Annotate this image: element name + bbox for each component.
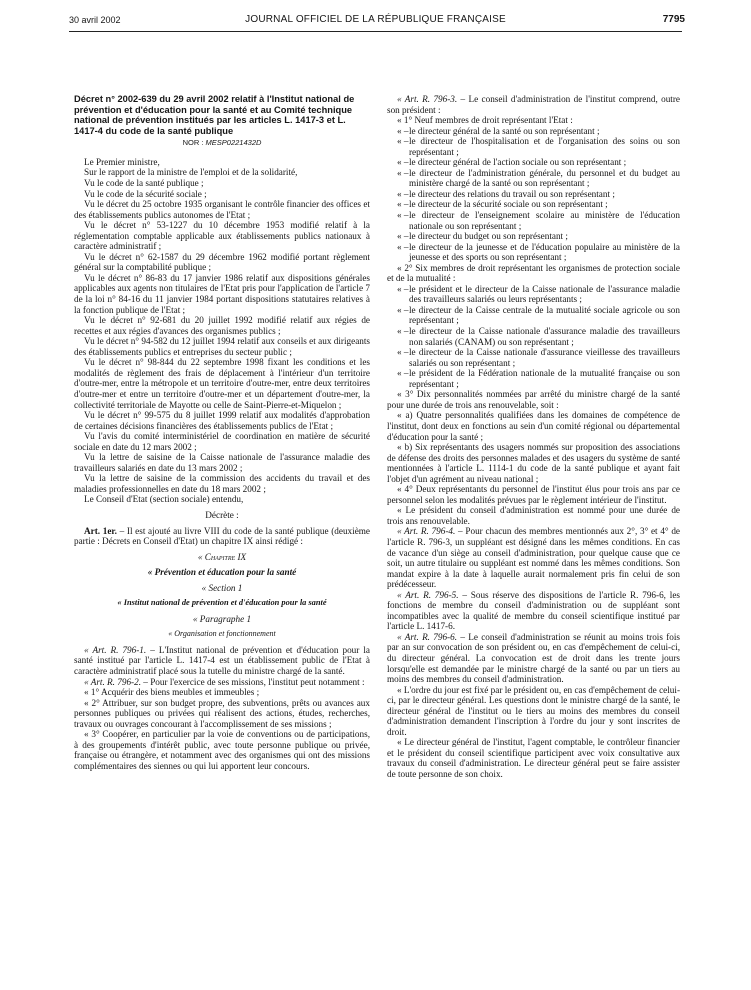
article-r796-5-label: « Art. R. 796-5. xyxy=(397,589,459,600)
article-r796-6-label: « Art. R. 796-6. xyxy=(397,631,458,642)
article-r796-2-label: « Art. R. 796-2. xyxy=(84,676,141,687)
mission-item: « 1° Acquérir des biens meubles et immeubles ; xyxy=(84,687,260,698)
list-item: « – le directeur de l'hospitalisation et de l'organisation des soins ou son représentant ; xyxy=(387,136,680,157)
membership-group-2: « 2° Six membres de droit représentant les organismes de protection sociale et de la mutualité : xyxy=(387,262,680,284)
article-r796-4-label: « Art. R. 796-4. xyxy=(397,526,456,537)
visa-paragraph: Vu la lettre de saisine de la commission des accidents du travail et des maladies professionnelles en date du 18 mars 2002 ; xyxy=(74,473,370,494)
issue-date: 30 avril 2002 xyxy=(69,15,121,25)
visa-paragraph: Sur le rapport de la ministre de l'emploi et de la solidarité, xyxy=(84,167,298,178)
mission-item: « 2° Attribuer, sur son budget propre, des subventions, prêts ou avances aux personnes publiques ou privées qui réalisent des actions, études, recherches, travaux ou ouvrages concourant à l'accomplissement de ses missions ; xyxy=(74,697,370,729)
article-r796-3-label: « Art. R. 796-3. xyxy=(397,94,458,104)
membership-paragraph: « Le président du conseil d'administration est nommé pour une durée de trois ans renouvelable. xyxy=(387,505,680,526)
article-r796-1 xyxy=(74,645,370,677)
nor-label: NOR : xyxy=(182,138,204,148)
article-r796-6 xyxy=(387,632,680,685)
article-r796-1-text: – L'Institut national de prévention et d'éducation pour la santé institué par l'article L. 1417-4 est un établissement public de l'Etat à caractère administratif placé sous la tutelle du ministre chargé de la santé. xyxy=(74,644,370,676)
closing-paragraphs xyxy=(387,685,680,780)
list-item: « – le directeur général de l'action sociale ou son représentant ; xyxy=(387,157,680,168)
visa-paragraph: Le Conseil d'Etat (section sociale) entendu, xyxy=(84,494,244,505)
list-item: « – le directeur général de la santé ou son représentant ; xyxy=(387,126,680,137)
visa-paragraph: Vu le décret du 25 octobre 1935 organisant le contrôle financier des offices et des établissements publics autonomes de l'Etat ; xyxy=(74,199,370,220)
section-heading: « Section 1 xyxy=(201,582,243,593)
list-item: « – le directeur des relations du travail ou son représentant ; xyxy=(387,189,680,200)
membership-paragraph: « 4° Deux représentants du personnel de l'institut élus pour trois ans par ce personnel selon les modalités prévues par le règlement intérieur de l'institut. xyxy=(387,484,680,505)
paragraphe-title: « Organisation et fonctionnement xyxy=(168,629,276,639)
list-item: « – le directeur de la Caisse centrale de la mutualité sociale agricole ou son représentant ; xyxy=(387,305,680,326)
left-column xyxy=(74,94,370,771)
article-r796-1-label: « Art. R. 796-1. xyxy=(84,644,147,655)
mission-item: « 3° Coopérer, en particulier par la voie de conventions ou de participations, à des groupements d'intérêt public, avec toute personne publique ou privée, française ou étrangère, et notamment avec des organismes qui ont des missions complémentaires des siennes ou qui lui apportent leur concours. xyxy=(74,729,370,771)
mission-items xyxy=(74,687,370,771)
social-members-list xyxy=(387,284,680,389)
nor-reference xyxy=(74,138,370,149)
visa-paragraph: Vu le code de la sécurité sociale ; xyxy=(84,188,207,199)
list-item: « – le directeur de l'administration générale, du personnel et du budget au ministère chargé de la santé ou son représentant ; xyxy=(387,168,680,189)
visa-paragraph: Vu le code de la santé publique ; xyxy=(84,178,204,189)
decree-title: Décret n° 2002-639 du 29 avril 2002 relatif à l'Institut national de prévention et d'éducation pour la santé et au Comité technique national de prévention institués par les articles L. 1417-3 et L. 1417-4 du code de la santé publique xyxy=(74,94,355,136)
visa-paragraph: Vu le décret n° 94-582 du 12 juillet 1994 relatif aux conseils et aux dirigeants des établissements publics et entreprises du secteur public ; xyxy=(74,336,370,357)
list-item: « – le directeur du budget ou son représentant ; xyxy=(387,231,680,242)
article-r796-2-text: – Pour l'exercice de ses missions, l'institut peut notamment : xyxy=(141,676,365,687)
visa-paragraph: Vu la lettre de saisine de la Caisse nationale de l'assurance maladie des travailleurs salariés en date du 13 mars 2002 ; xyxy=(74,452,370,473)
visa-paragraph: Vu le décret n° 53-1227 du 10 décembre 1953 modifié relatif à la réglementation comptable applicable aux établissements publics nationaux à caractère administratif ; xyxy=(74,220,370,252)
right-column xyxy=(387,94,680,780)
page-number: 7795 xyxy=(662,14,685,25)
visa-paragraph: Vu le décret n° 62-1587 du 29 décembre 1962 modifié portant règlement général sur la comptabilité publique ; xyxy=(74,251,370,273)
closing-paragraph: « Le directeur général de l'institut, l'agent comptable, le contrôleur financier et le président du conseil scientifique participent avec voix consultative aux travaux du conseil d'administration. Le directeur général peut se faire assister de toute personne de son choix. xyxy=(387,737,680,779)
article-r796-3-text: – Le conseil d'administration de l'institut comprend, outre son président : xyxy=(387,94,680,115)
list-item: « – le directeur de la Caisse nationale d'assurance maladie des travailleurs non salariés (CANAM) ou son représentant ; xyxy=(387,326,680,347)
list-item: « – le président de la Fédération nationale de la mutualité française ou son représentant ; xyxy=(387,368,680,389)
journal-title: JOURNAL OFFICIEL DE LA RÉPUBLIQUE FRANÇAISE xyxy=(245,14,506,25)
list-item: « – le directeur de la Caisse nationale d'assurance vieillesse des travailleurs salariés ou son représentant ; xyxy=(387,347,680,368)
visa-list xyxy=(74,157,370,505)
article-r796-5 xyxy=(387,590,680,632)
article-r796-5-text: – Sous réserve des dispositions de l'article R. 796-6, les fonctions de membre du conseil d'administration ou de suppléant sont incompatibles avec la qualité de membre du conseil scientifique institué par l'article L. 1417-6. xyxy=(387,589,680,632)
visa-paragraph: Vu l'avis du comité interministériel de coordination en matière de sécurité sociale en date du 12 mars 2002 ; xyxy=(74,431,370,452)
membership-group-1: « 1° Neuf membres de droit représentant l'Etat : xyxy=(397,115,573,126)
article-1-text: – Il est ajouté au livre VIII du code de la santé publique (deuxième partie : Décrets en Conseil d'Etat) un chapitre IX ainsi rédigé : xyxy=(74,525,370,547)
closing-paragraph: « L'ordre du jour est fixé par le président ou, en cas d'empêchement de celui-ci, par le directeur général. Les questions dont le ministre chargé de la santé, le directeur général de l'institut ou le tiers au moins des membres du conseil d'administration demandent l'inscription à l'ordre du jour y sont inscrites de droit. xyxy=(387,684,680,737)
article-r796-4-text: – Pour chacun des membres mentionnés aux 2°, 3° et 4° de l'article R. 796-3, un suppléant est désigné dans les mêmes conditions. En cas de vacance d'un siège au conseil d'administration, pour quelque cause que ce soit, un autre titulaire ou suppléant est nommé dans les mêmes conditions. Son mandat expire à la date à laquelle aurait normalement pris fin celui de son prédécesseur. xyxy=(387,526,681,590)
membership-paragraphs xyxy=(387,389,680,526)
membership-paragraph: « a) Quatre personnalités qualifiées dans les domaines de compétence de l'institut, dont deux en fonctions au sein d'un comité régional ou départemental d'éducation pour la santé ; xyxy=(387,410,680,442)
list-item: « – le directeur de la sécurité sociale ou son représentant ; xyxy=(387,199,680,210)
article-r796-4 xyxy=(387,526,680,589)
chapitre-title: « Prévention et éducation pour la santé xyxy=(147,567,297,578)
membership-paragraph: « 3° Dix personnalités nommées par arrêté du ministre chargé de la santé pour une durée de trois ans renouvelable, soit : xyxy=(387,389,680,410)
state-members-list xyxy=(387,126,680,263)
article-1-label: Art. 1er. xyxy=(84,525,117,536)
nor-code: MESP0221432D xyxy=(205,138,262,148)
header-rule xyxy=(69,31,682,32)
membership-paragraph: « b) Six représentants des usagers nommés sur proposition des associations de défense des droits des personnes malades et des usagers du système de santé mentionnées à l'article L. 1114-1 du code de la santé publique et ayant fait l'objet d'un agrément au niveau national ; xyxy=(387,442,680,484)
visa-paragraph: Vu le décret n° 92-681 du 20 juillet 1992 modifié relatif aux régies de recettes et aux régies d'avances des organismes publics ; xyxy=(74,315,370,336)
list-item: « – le directeur de la jeunesse et de l'éducation populaire au ministère de la jeunesse et des sports ou son représentant ; xyxy=(387,242,680,263)
page-header xyxy=(0,0,751,34)
paragraphe-heading: « Paragraphe 1 xyxy=(192,613,252,624)
visa-paragraph: Vu le décret n° 86-83 du 17 janvier 1986 relatif aux dispositions générales applicables aux agents non titulaires de l'Etat pris pour l'application de l'article 7 de la loi n° 84-16 du 11 janvier 1984 portant dispositions statutaires relatives à la fonction publique de l'Etat ; xyxy=(74,272,370,315)
chapitre-heading: « Chapitre IX xyxy=(197,551,247,562)
article-r796-2 xyxy=(74,677,370,688)
decrete-line: Décrète : xyxy=(205,509,239,520)
visa-paragraph: Vu le décret n° 99-575 du 8 juillet 1999 relatif aux modalités d'approbation de certaines décisions financières des établissements publics de l'Etat ; xyxy=(74,410,370,431)
list-item: « – le directeur de l'enseignement scolaire au ministère de l'éducation nationale ou son représentant ; xyxy=(387,210,680,231)
article-r796-3 xyxy=(387,94,680,115)
article-r796-6-text: – Le conseil d'administration se réunit au moins trois fois par an sur convocation de son président ou, en cas d'empêchement de celui-ci, du directeur général. La convocation est de droit dans les trente jours lorsqu'elle est demandée par le ministre chargé de la santé ou par un tiers au moins des membres du conseil d'administration. xyxy=(387,631,680,685)
list-item: « – le président et le directeur de la Caisse nationale de l'assurance maladie des travailleurs salariés ou leurs représentants ; xyxy=(387,284,680,305)
article-1 xyxy=(74,526,370,547)
visa-paragraph: Vu le décret n° 98-844 du 22 septembre 1998 fixant les conditions et les modalités de règlement des frais de déplacement à l'intérieur d'un territoire d'outre-mer, entre la métropole et un territoire d'outre-mer, entre deux territoires d'outre-mer et entre un territoire d'outre-mer et un département d'outre-mer, la collectivité territoriale de Mayotte ou celle de Saint-Pierre-et-Miquelon ; xyxy=(74,357,370,410)
visa-paragraph: Le Premier ministre, xyxy=(84,156,160,167)
section-title: « Institut national de prévention et d'éducation pour la santé xyxy=(117,598,327,608)
